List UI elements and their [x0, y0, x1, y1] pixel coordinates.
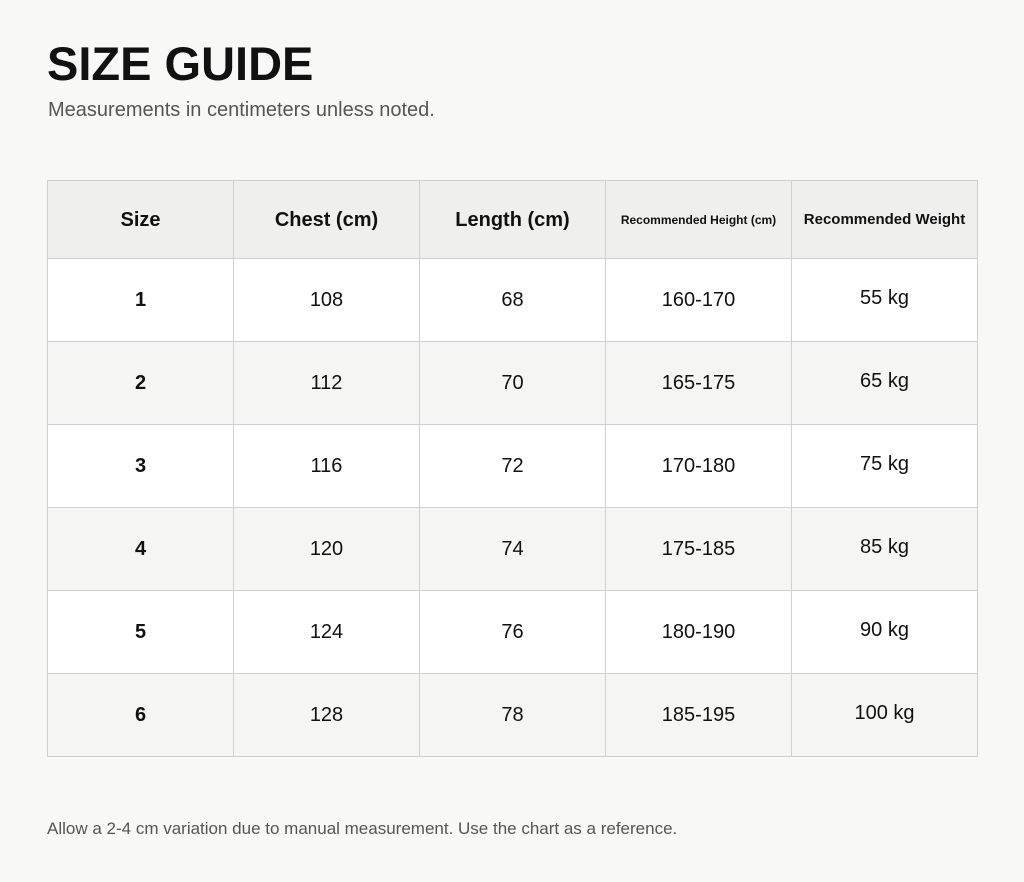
table-row — [48, 342, 978, 425]
size-cell: 3 — [48, 425, 234, 508]
weight-cell: 90 kg — [792, 591, 978, 674]
length-cell: 72 — [420, 425, 606, 508]
height-cell: 160-170 — [606, 259, 792, 342]
weight-cell: 65 kg — [792, 342, 978, 425]
height-cell: 175-185 — [606, 508, 792, 591]
chest-cell: 108 — [234, 259, 420, 342]
page-title: SIZE GUIDE — [47, 37, 314, 90]
column-header-chest: Chest (cm) — [234, 181, 420, 259]
chest-cell: 112 — [234, 342, 420, 425]
chest-cell: 128 — [234, 674, 420, 757]
size-cell: 2 — [48, 342, 234, 425]
size-cell: 1 — [48, 259, 234, 342]
length-cell: 74 — [420, 508, 606, 591]
column-header-length: Length (cm) — [420, 181, 606, 259]
page-subtitle: Measurements in centimeters unless noted. — [48, 99, 435, 121]
column-header-recommended-height: Recommended Height (cm) — [606, 181, 792, 259]
length-cell: 78 — [420, 674, 606, 757]
weight-cell: 85 kg — [792, 508, 978, 591]
length-cell: 70 — [420, 342, 606, 425]
weight-cell: 100 kg — [792, 674, 978, 757]
table-row — [48, 508, 978, 591]
height-cell: 170-180 — [606, 425, 792, 508]
size-cell: 5 — [48, 591, 234, 674]
chest-cell: 120 — [234, 508, 420, 591]
header-row — [48, 181, 978, 259]
size-cell: 6 — [48, 674, 234, 757]
table-row — [48, 259, 978, 342]
table-row — [48, 425, 978, 508]
measurement-note: Allow a 2-4 cm variation due to manual measurement. Use the chart as a reference. — [47, 819, 678, 838]
weight-cell: 55 kg — [792, 259, 978, 342]
weight-cell: 75 kg — [792, 425, 978, 508]
height-cell: 185-195 — [606, 674, 792, 757]
column-header-size: Size — [48, 181, 234, 259]
size-guide-table — [47, 180, 978, 757]
chest-cell: 116 — [234, 425, 420, 508]
chest-cell: 124 — [234, 591, 420, 674]
table-row — [48, 674, 978, 757]
table-header — [48, 181, 978, 259]
height-cell: 165-175 — [606, 342, 792, 425]
height-cell: 180-190 — [606, 591, 792, 674]
column-header-recommended-weight: Recommended Weight — [792, 181, 978, 259]
table-row — [48, 591, 978, 674]
table-body — [48, 259, 978, 757]
size-cell: 4 — [48, 508, 234, 591]
length-cell: 76 — [420, 591, 606, 674]
length-cell: 68 — [420, 259, 606, 342]
